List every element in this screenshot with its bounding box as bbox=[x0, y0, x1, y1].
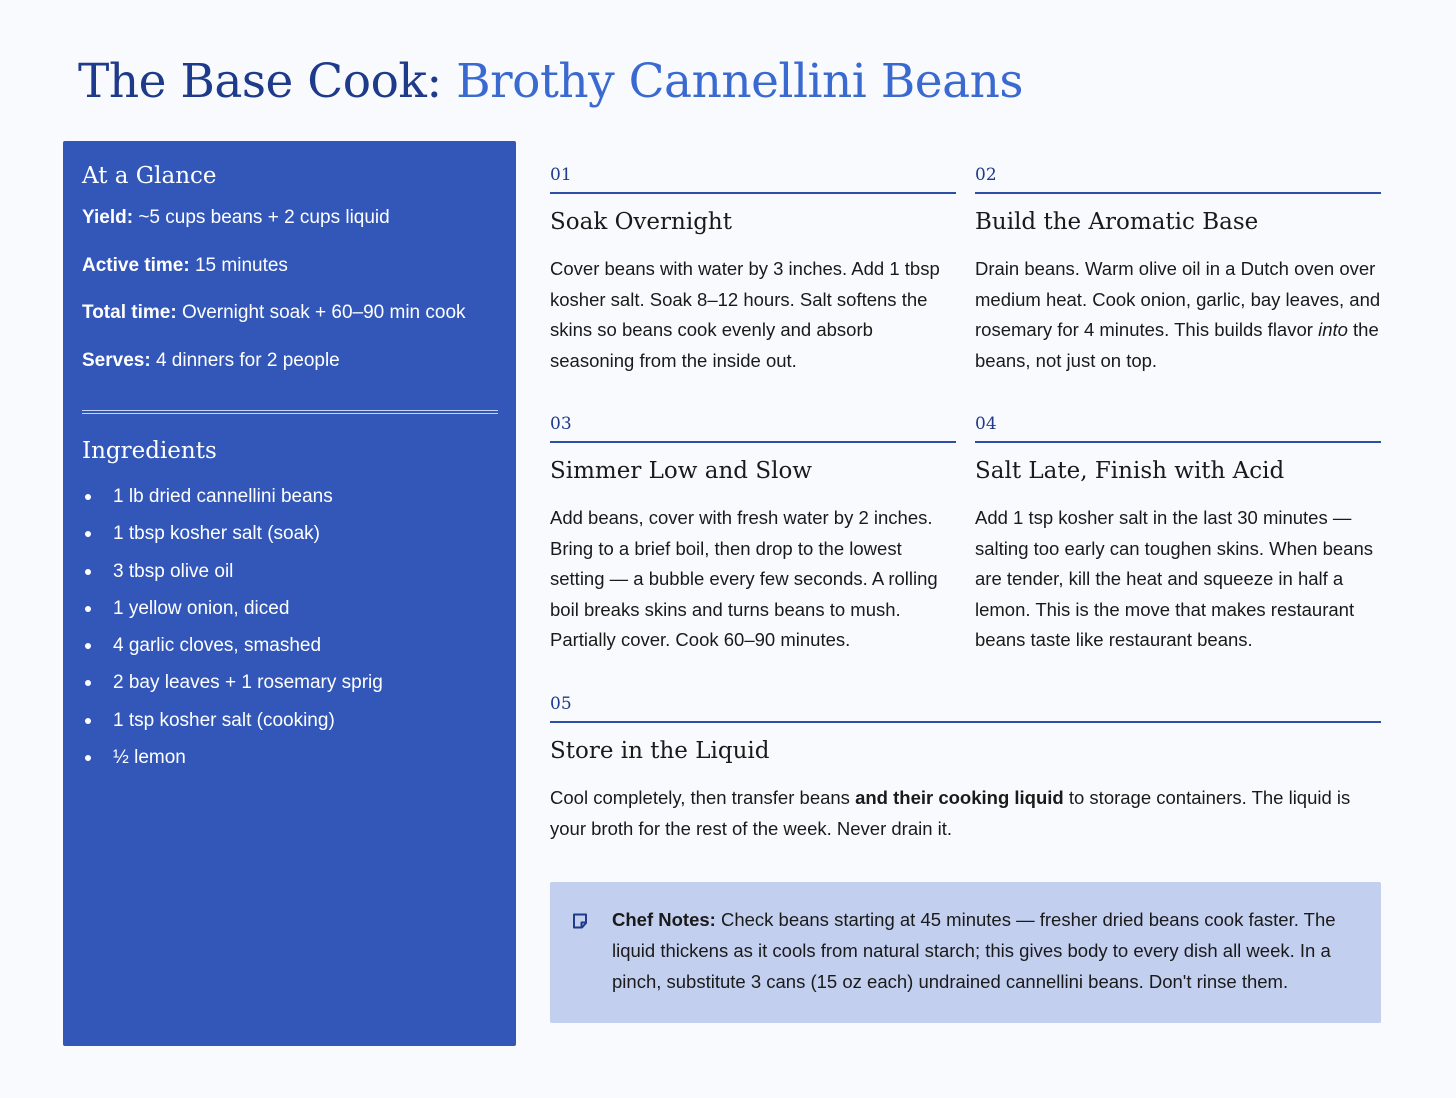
step-body bbox=[975, 254, 1381, 376]
step-body: Add 1 tsp kosher salt in the last 30 minutes — salting too early can toughen skins. When beans are tender, kill the heat and squeeze in half a lemon. This is the move that makes restaurant beans taste like restaurant beans. bbox=[975, 507, 1373, 650]
ingredient-item: 3 tbsp olive oil bbox=[82, 559, 497, 596]
glance-yield bbox=[82, 205, 497, 253]
step-body-text: to storage containers. The liquid is your broth for the rest of the week. Never drain it. bbox=[550, 787, 1351, 839]
glance-label: Active time: bbox=[82, 254, 190, 276]
step-body-text: the beans, not just on top. bbox=[975, 319, 1379, 371]
step-number: 03 bbox=[550, 413, 956, 443]
glance-value: ~5 cups beans + 2 cups liquid bbox=[138, 207, 390, 228]
ingredient-item: ½ lemon bbox=[82, 745, 497, 782]
step-02 bbox=[975, 164, 1381, 376]
page-title-part2: Brothy Cannellini Beans bbox=[456, 54, 1024, 109]
glance-value: 15 minutes bbox=[194, 254, 288, 276]
step-title: Store in the Liquid bbox=[550, 738, 770, 764]
step-body bbox=[550, 783, 1381, 844]
chef-notes-label: Chef Notes: bbox=[612, 909, 716, 930]
step-body-emphasis: into bbox=[1318, 319, 1348, 340]
ingredient-item: 1 lb dried cannellini beans bbox=[82, 484, 497, 521]
glance-total-time bbox=[82, 300, 497, 348]
step-title: Soak Overnight bbox=[550, 209, 732, 235]
step-number: 04 bbox=[975, 413, 1381, 443]
glance-label: Total time: bbox=[82, 302, 177, 323]
glance-value: 4 dinners for 2 people bbox=[155, 349, 340, 371]
glance-label: Yield: bbox=[82, 207, 134, 228]
step-title: Simmer Low and Slow bbox=[550, 458, 812, 484]
ingredient-item: 1 tsp kosher salt (cooking) bbox=[82, 708, 497, 745]
step-05 bbox=[550, 693, 1381, 844]
page-title bbox=[78, 52, 1023, 112]
step-04 bbox=[975, 413, 1381, 656]
chef-notes-callout bbox=[550, 882, 1381, 1023]
glance-serves bbox=[82, 348, 497, 396]
ingredients-list bbox=[82, 484, 497, 782]
ingredient-item: 1 tbsp kosher salt (soak) bbox=[82, 521, 497, 558]
glance-list bbox=[82, 205, 497, 395]
step-body: Add beans, cover with fresh water by 2 inches. Bring to a brief boil, then drop to the lowest setting — a bubble every few seconds. A rolling boil breaks skins and turns beans to mush. Partially cover. Cook 60–90 minutes. bbox=[550, 507, 938, 650]
step-01 bbox=[550, 164, 956, 376]
page-title-part1: The Base Cook: bbox=[78, 54, 442, 109]
note-icon bbox=[571, 912, 589, 930]
ingredient-item: 4 garlic cloves, smashed bbox=[82, 633, 497, 670]
glance-label: Serves: bbox=[82, 349, 151, 371]
glance-value: Overnight soak + 60–90 min cook bbox=[181, 302, 466, 323]
sidebar-panel bbox=[63, 141, 516, 1046]
glance-heading: At a Glance bbox=[82, 163, 217, 189]
step-body: Cover beans with water by 3 inches. Add 1 tbsp kosher salt. Soak 8–12 hours. Salt softens the skins so beans cook evenly and absorb seasoning from the inside out. bbox=[550, 258, 940, 371]
step-title: Salt Late, Finish with Acid bbox=[975, 458, 1285, 484]
ingredient-item: 1 yellow onion, diced bbox=[82, 596, 497, 633]
step-number: 02 bbox=[975, 164, 1381, 194]
ingredients-heading: Ingredients bbox=[82, 438, 217, 464]
step-body-text: Drain beans. Warm olive oil in a Dutch oven over medium heat. Cook onion, garlic, bay leaves, and rosemary for 4 minutes. This builds flavor bbox=[975, 258, 1381, 340]
step-title: Build the Aromatic Base bbox=[975, 209, 1259, 235]
step-body-strong: and their cooking liquid bbox=[855, 787, 1064, 808]
ingredient-item: 2 bay leaves + 1 rosemary sprig bbox=[82, 670, 497, 707]
chef-notes-text bbox=[612, 904, 1357, 997]
step-03 bbox=[550, 413, 956, 656]
step-number: 05 bbox=[550, 693, 1381, 723]
step-body-text: Cool completely, then transfer beans bbox=[550, 787, 856, 808]
sidebar-divider bbox=[82, 410, 498, 414]
glance-active-time bbox=[82, 253, 497, 301]
step-number: 01 bbox=[550, 164, 956, 194]
chef-notes-body: Check beans starting at 45 minutes — fresher dried beans cook faster. The liquid thickens as it cools from natural starch; this gives body to every dish all week. In a pinch, substitute 3 cans (15 oz each) undrained cannellini beans. Don't rinse them. bbox=[612, 909, 1336, 992]
